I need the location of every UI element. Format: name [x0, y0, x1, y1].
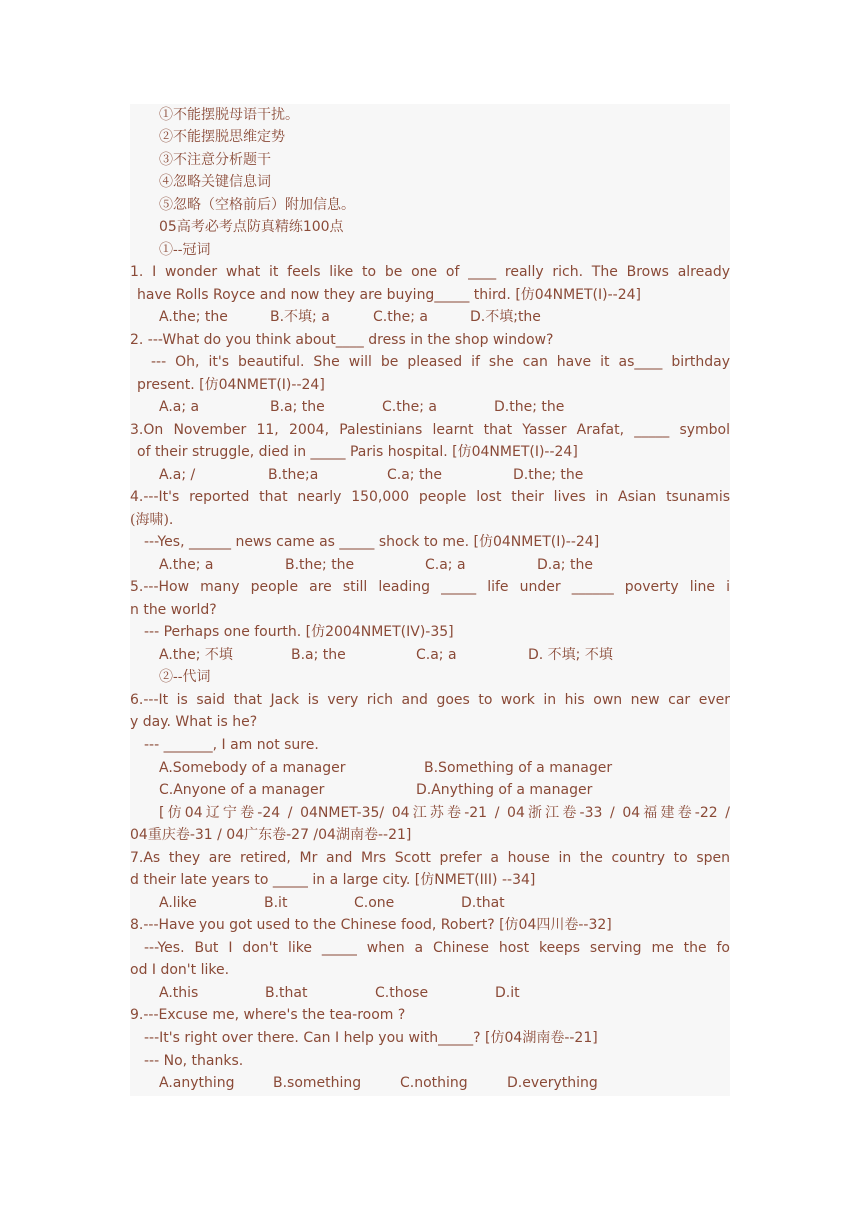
question-7-option-a: A.like: [159, 895, 197, 911]
question-9-option-c: C.nothing: [400, 1075, 468, 1091]
question-2-option-c: C.the; a: [382, 399, 437, 415]
question-4-option-d: D.a; the: [537, 557, 593, 573]
question-1-option-d: D.不填;the: [470, 309, 541, 325]
question-9-stem: ---It's right over there. Can I help you with_____? [仿04湖南卷--21]: [144, 1030, 598, 1046]
section-title: 05高考必考点防真精练100点: [159, 219, 344, 235]
question-7-option-b: B.it: [264, 895, 288, 911]
question-8-option-c: C.those: [375, 985, 429, 1001]
question-1-option-a: A.the; the: [159, 309, 228, 325]
question-7-stem: d their late years to _____ in a large city. [仿NMET(III) --34]: [130, 872, 536, 888]
question-4-option-a: A.the; a: [159, 557, 214, 573]
question-9-option-b: B.something: [273, 1075, 362, 1091]
question-4-stem: 4.---It's reported that nearly 150,000 people lost their lives in Asian tsunamis: [130, 489, 730, 505]
question-1-stem: 1. I wonder what it feels like to be one of ____ really rich. The Brows already: [130, 264, 730, 280]
question-3-option-b: B.the;a: [268, 467, 319, 483]
header-item: ①不能摆脱母语干扰。: [159, 107, 299, 123]
question-6-stem: --- _______, I am not sure.: [144, 737, 319, 753]
header-item: ③不注意分析题干: [159, 152, 271, 168]
section-heading: ②--代词: [159, 669, 211, 685]
question-9-stem: --- No, thanks.: [144, 1053, 244, 1069]
question-4-option-b: B.the; the: [285, 557, 355, 573]
question-9-stem: 9.---Excuse me, where's the tea-room ?: [130, 1007, 406, 1023]
question-6-option-d: D.Anything of a manager: [416, 782, 593, 798]
question-2-option-d: D.the; the: [494, 399, 565, 415]
question-4-stem: (海啸).: [130, 512, 174, 528]
question-6-stem: y day. What is he?: [130, 714, 258, 730]
question-8-stem: ---Yes. But I don't like _____ when a Chinese host keeps serving me the fo: [144, 940, 730, 956]
question-9-option-a: A.anything: [159, 1075, 235, 1091]
header-item: ④忽略关键信息词: [159, 174, 271, 190]
question-8-option-a: A.this: [159, 985, 199, 1001]
question-6-option-a: A.Somebody of a manager: [159, 760, 346, 776]
question-3-stem: 3.On November 11, 2004, Palestinians learnt that Yasser Arafat, _____ symbol: [130, 422, 730, 438]
question-8-stem: od I don't like.: [130, 962, 230, 978]
question-4-option-c: C.a; a: [425, 557, 466, 573]
question-5-option-a: A.the; 不填: [159, 647, 233, 663]
question-2-stem: --- Oh, it's beautiful. She will be pleased if she can have it as____ birthday: [151, 354, 730, 370]
question-3-stem: of their struggle, died in _____ Paris hospital. [仿04NMET(I)--24]: [137, 444, 578, 460]
question-2-stem: 2. ---What do you think about____ dress in the shop window?: [130, 332, 554, 348]
question-6-note: 04重庆卷-31 / 04广东卷-27 /04湖南卷--21]: [130, 827, 412, 843]
question-5-stem: 5.---How many people are still leading _____ life under ______ poverty line i: [130, 579, 730, 595]
question-2-stem: present. [仿04NMET(I)--24]: [137, 377, 325, 393]
question-2-option-a: A.a; a: [159, 399, 200, 415]
question-7-option-d: D.that: [461, 895, 505, 911]
question-9-option-d: D.everything: [507, 1075, 598, 1091]
header-item: ⑤忽略（空格前后）附加信息。: [159, 197, 355, 213]
question-8-option-d: D.it: [495, 985, 520, 1001]
question-8-stem: 8.---Have you got used to the Chinese food, Robert? [仿04四川卷--32]: [130, 917, 612, 933]
question-5-option-d: D. 不填; 不填: [528, 647, 613, 663]
question-5-option-c: C.a; a: [416, 647, 457, 663]
question-1-option-c: C.the; a: [373, 309, 428, 325]
question-6-stem: 6.---It is said that Jack is very rich and goes to work in his own new car ever: [130, 692, 730, 708]
question-1-option-b: B.不填; a: [270, 309, 330, 325]
question-4-stem: ---Yes, ______ news came as _____ shock to me. [仿04NMET(I)--24]: [144, 534, 600, 550]
question-5-stem: n the world?: [130, 602, 217, 618]
question-8-option-b: B.that: [265, 985, 308, 1001]
question-3-option-d: D.the; the: [513, 467, 584, 483]
question-5-stem: --- Perhaps one fourth. [仿2004NMET(IV)-35]: [144, 624, 454, 640]
question-2-option-b: B.a; the: [270, 399, 325, 415]
question-6-option-c: C.Anyone of a manager: [159, 782, 325, 798]
question-3-option-c: C.a; the: [387, 467, 442, 483]
header-item: ②不能摆脱思维定势: [159, 129, 285, 145]
question-5-option-b: B.a; the: [291, 647, 346, 663]
question-6-note: [仿04辽宁卷-24 / 04NMET-35/ 04江苏卷-21 / 04浙江卷-33 / 04福建卷-22 /: [159, 805, 730, 821]
question-3-option-a: A.a; /: [159, 467, 196, 483]
section-heading: ①--冠词: [159, 242, 211, 258]
question-1-stem: have Rolls Royce and now they are buying_____ third. [仿04NMET(I)--24]: [137, 287, 641, 303]
question-7-option-c: C.one: [354, 895, 395, 911]
question-7-stem: 7.As they are retired, Mr and Mrs Scott prefer a house in the country to spen: [130, 850, 730, 866]
question-6-option-b: B.Something of a manager: [424, 760, 613, 776]
